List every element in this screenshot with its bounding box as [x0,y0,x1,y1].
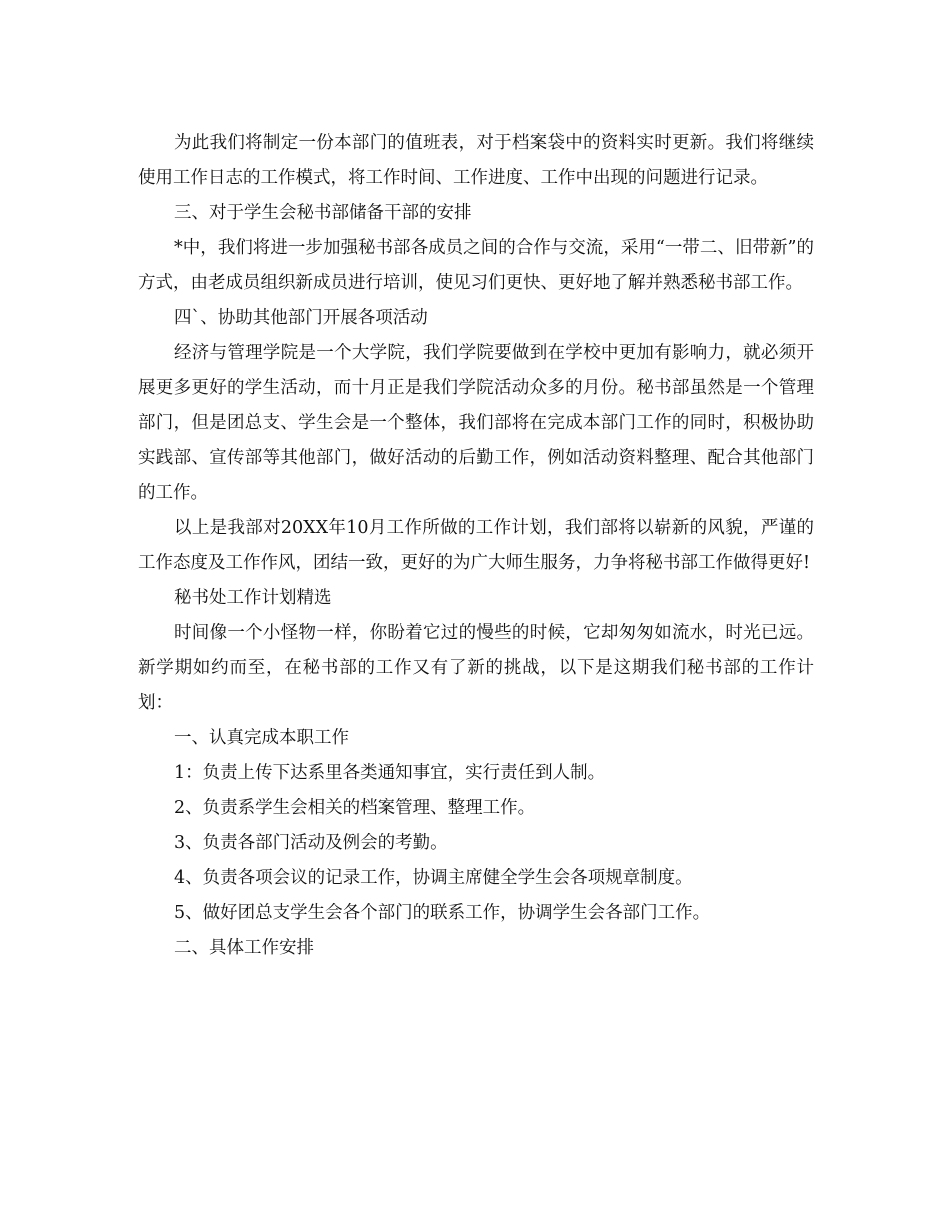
heading-reserve-cadres: 三、对于学生会秘书部储备干部的安排 [174,203,472,223]
heading-assist-departments: 四`、协助其他部门开展各项活动 [174,308,428,328]
heading-secretariat-plan: 秘书处工作计划精选 [174,588,332,608]
list-item-duty-3: 3、负责各部门活动及例会的考勤。 [174,833,448,853]
list-item-duty-2: 2、负责系学生会相关的档案管理、整理工作。 [174,798,536,818]
heading-specific-arrangements: 二、具体工作安排 [174,938,314,958]
paragraph-mentoring: *中，我们将进一步加强秘书部各成员之间的合作与交流，采用“一带二、旧带新”的方式，由老成员组织新成员进行培训，使见习们更快、更好地了解并熟悉秘书部工作。 [138,238,814,293]
paragraph-new-semester: 时间像一个小怪物一样，你盼着它过的慢些的时候，它却匆匆如流水，时光已远。新学期如约而至，在秘书部的工作又有了新的挑战，以下是这期我们秘书部的工作计划： [138,623,814,713]
heading-core-duties: 一、认真完成本职工作 [174,728,349,748]
paragraph-duty-roster: 为此我们将制定一份本部门的值班表，对于档案袋中的资料实时更新。我们将继续使用工作日志的工作模式，将工作时间、工作进度、工作中出现的问题进行记录。 [138,133,814,188]
list-item-duty-4: 4、负责各项会议的记录工作，协调主席健全学生会各项规章制度。 [174,868,693,888]
paragraph-summary: 以上是我部对20XX年10月工作所做的工作计划，我们部将以崭新的风貌，严谨的工作态度及工作作风，团结一致，更好的为广大师生服务，力争将秘书部工作做得更好! [138,518,814,573]
document-body [138,126,814,966]
list-item-duty-5: 5、做好团总支学生会各个部门的联系工作，协调学生会各部门工作。 [174,903,711,923]
paragraph-college-activities: 经济与管理学院是一个大学院，我们学院要做到在学校中更加有影响力，就必须开展更多更好的学生活动，而十月正是我们学院活动众多的月份。秘书部虽然是一个管理部门，但是团总支、学生会是一个整体，我们部将在完成本部门工作的同时，积极协助实践部、宣传部等其他部门，做好活动的后勤工作，例如活动资料整理、配合其他部门的工作。 [138,343,814,503]
list-item-duty-1: 1：负责上传下达系里各类通知事宜，实行责任到人制。 [174,763,606,783]
